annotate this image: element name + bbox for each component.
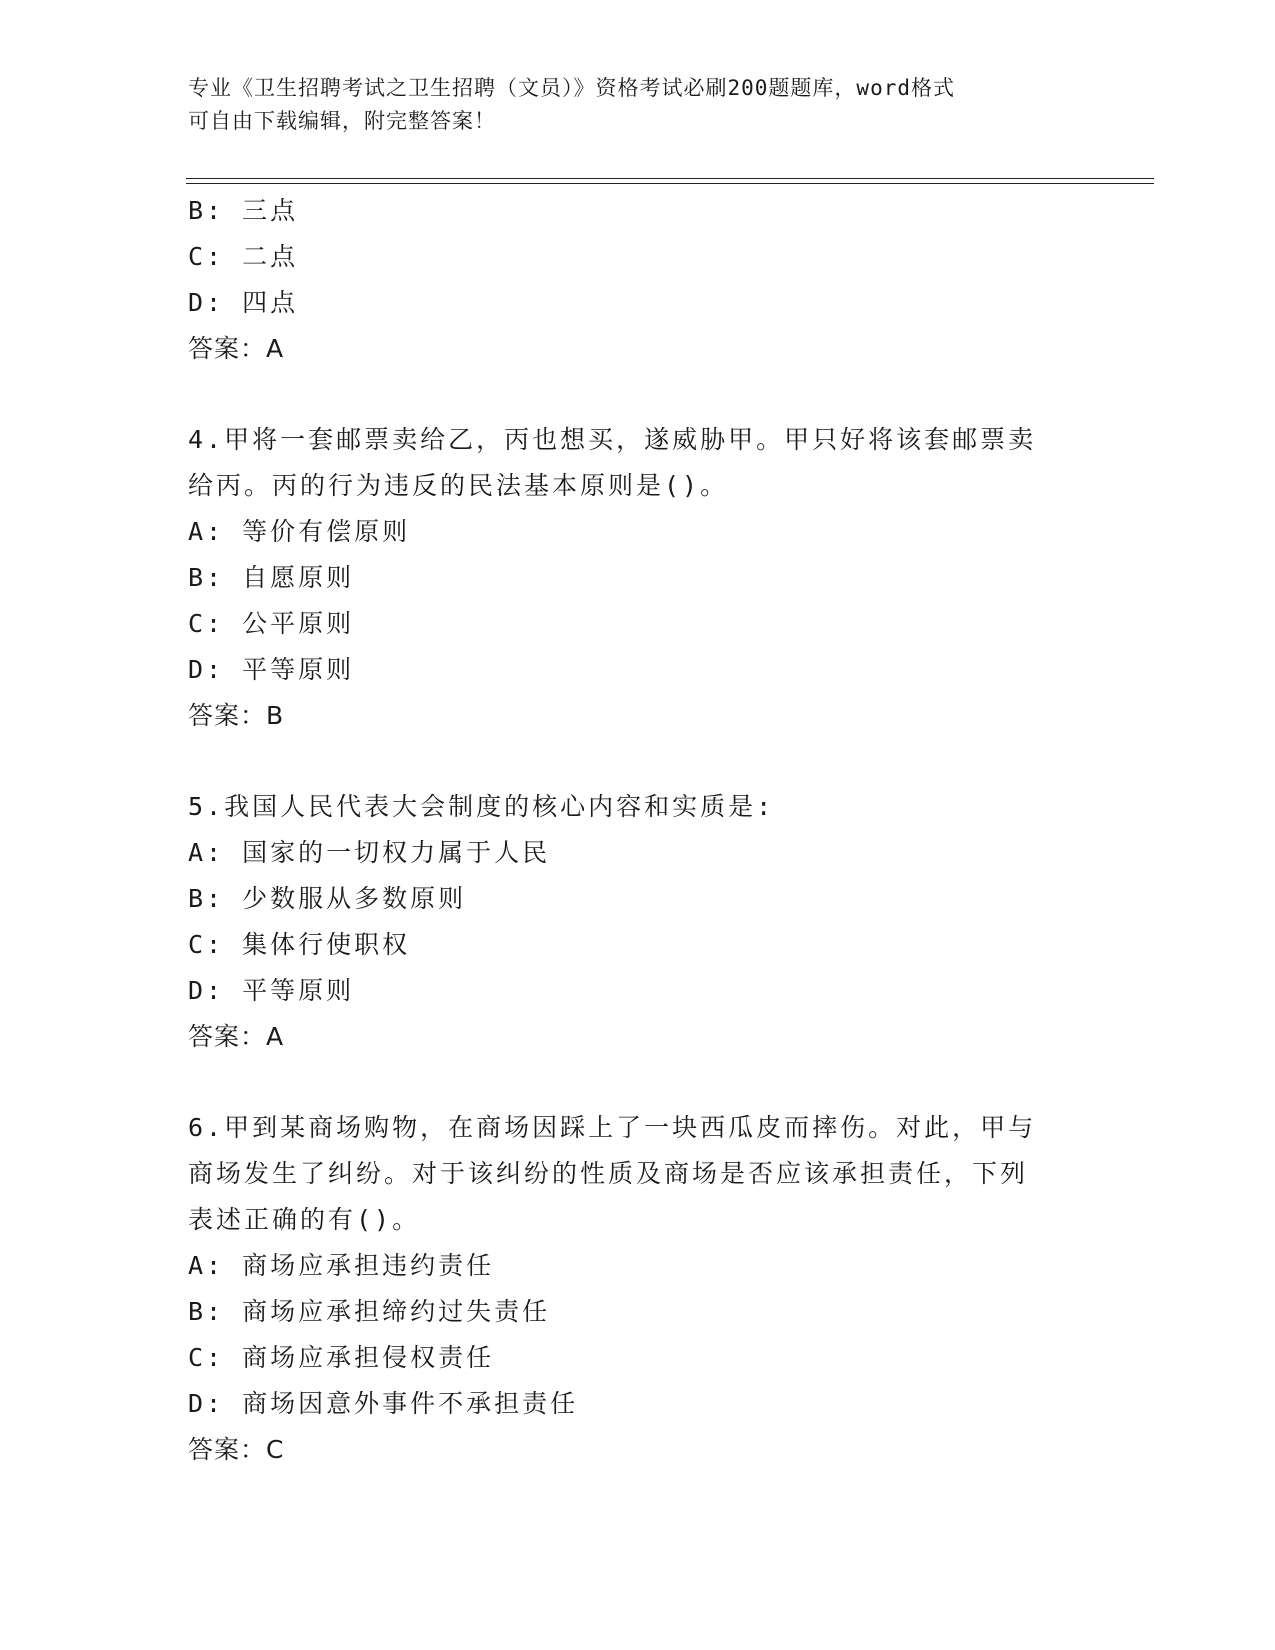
- question-text-line: 4.甲将一套邮票卖给乙，丙也想买，遂威胁甲。甲只好将该套邮票卖: [188, 425, 1037, 454]
- option-a: A: 商场应承担违约责任: [188, 1251, 495, 1280]
- option-c: C: 公平原则: [188, 609, 355, 638]
- question-5: [188, 784, 1088, 1060]
- question-list: [188, 188, 1088, 1473]
- header-divider-double: [186, 183, 1154, 184]
- option-a: A: 等价有偿原则: [188, 517, 411, 546]
- option-b: B: 自愿原则: [188, 563, 355, 592]
- header-line-1: 专业《卫生招聘考试之卫生招聘（文员）》资格考试必刷200题题库，word格式: [188, 76, 955, 100]
- option-d: D: 商场因意外事件不承担责任: [188, 1389, 579, 1418]
- answer-line: 答案：B: [188, 701, 285, 730]
- answer-line: 答案：A: [188, 1022, 285, 1051]
- option-b: B: 少数服从多数原则: [188, 884, 467, 913]
- question-text-line: 表述正确的有()。: [188, 1205, 421, 1234]
- question-text-line: 5.我国人民代表大会制度的核心内容和实质是:: [188, 792, 775, 821]
- header-divider: [186, 178, 1154, 179]
- question-text: [188, 784, 1088, 830]
- question-text: [188, 417, 1088, 509]
- option-d: D: 平等原则: [188, 976, 355, 1005]
- question-text: [188, 1105, 1088, 1243]
- question-text-line: 商场发生了纠纷。对于该纠纷的性质及商场是否应该承担责任，下列: [188, 1159, 1029, 1188]
- answer-line: 答案：A: [188, 334, 285, 363]
- document-header: [188, 72, 1068, 138]
- option-b: B: 三点: [188, 196, 299, 225]
- option-b: B: 商场应承担缔约过失责任: [188, 1297, 551, 1326]
- option-a: A: 国家的一切权力属于人民: [188, 838, 551, 867]
- question-6: [188, 1105, 1088, 1473]
- option-c: C: 商场应承担侵权责任: [188, 1343, 495, 1372]
- option-c: C: 二点: [188, 242, 299, 271]
- option-d: D: 四点: [188, 288, 299, 317]
- option-c: C: 集体行使职权: [188, 930, 411, 959]
- question-text-line: 给丙。丙的行为违反的民法基本原则是()。: [188, 471, 729, 500]
- question-3-continued: [188, 188, 1088, 372]
- question-4: [188, 417, 1088, 739]
- header-line-2: 可自由下载编辑，附完整答案！: [188, 109, 496, 133]
- answer-line: 答案：C: [188, 1435, 285, 1464]
- option-d: D: 平等原则: [188, 655, 355, 684]
- question-text-line: 6.甲到某商场购物，在商场因踩上了一块西瓜皮而摔伤。对此，甲与: [188, 1113, 1037, 1142]
